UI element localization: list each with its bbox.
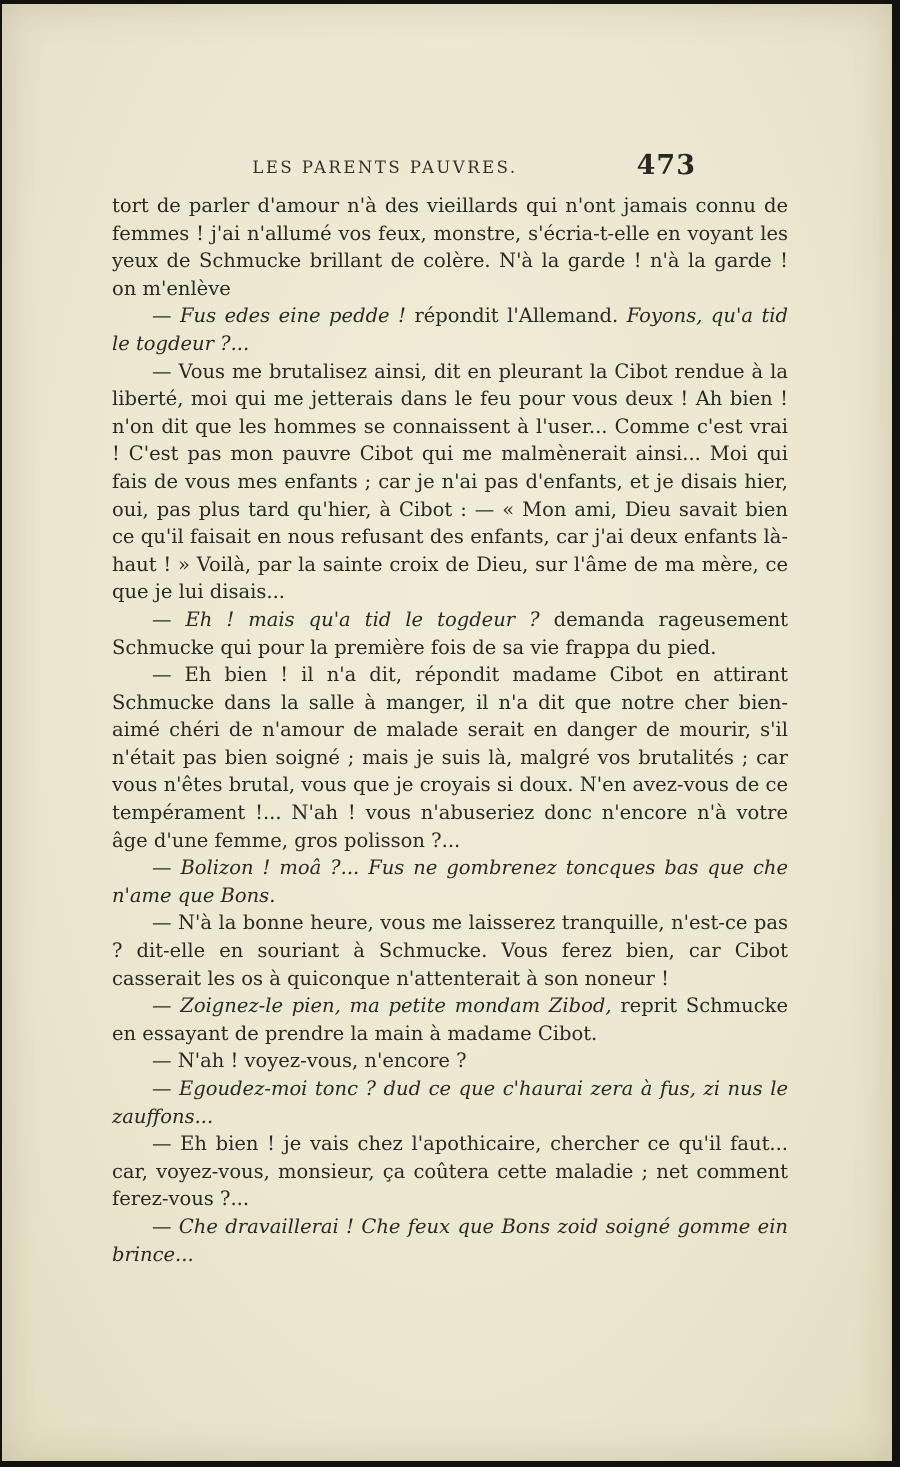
page-number: 473: [636, 150, 696, 181]
paragraph: [112, 606, 788, 661]
text-block: [112, 192, 788, 1268]
paragraph: [112, 192, 788, 302]
text-segment: —: [152, 994, 181, 1018]
paragraph: [112, 1213, 788, 1268]
text-segment: reprit Schmucke en essayant de prendre la main à madame Cibot.: [112, 994, 789, 1045]
running-head: [112, 150, 788, 184]
paragraph: [112, 358, 788, 606]
italic-segment: Bolizon ! moâ ?... Fus ne gombrenez toncques bas que che n'ame que Bons.: [112, 856, 788, 907]
paragraph: [112, 1075, 788, 1130]
italic-segment: Eh ! mais qu'a tid le togdeur ?: [185, 607, 540, 631]
text-segment: —: [152, 1214, 179, 1238]
italic-segment: Zoignez-le pien, ma petite mondam Zibod,: [180, 994, 612, 1018]
text-segment: — Eh bien ! je vais chez l'apothicaire, chercher ce qu'il faut... car, voyez-vous, monsieur, ça coûtera cette maladie ; net comment ferez-vous ?...: [112, 1132, 788, 1211]
italic-segment: Egoudez-moi tonc ? dud ce que c'haurai zera à fus, zi nus le zauffons...: [112, 1077, 788, 1128]
text-segment: — Eh bien ! il n'a dit, répondit madame Cibot en attirant Schmucke dans la salle à manger, il n'a dit que notre cher bien-aimé chéri de n'amour de malade serait en danger de mourir, s'il n'était pas bien soigné ; mais je suis là, malgré vos brutalités ; car vous n'êtes brutal, vous que je croyais si doux. N'en avez-vous de ce tempérament !... N'ah ! vous n'abuseriez donc n'encore n'à votre âge d'une femme, gros polisson ?...: [112, 663, 788, 852]
text-segment: —: [152, 607, 186, 631]
paragraph: [112, 1130, 788, 1213]
text-segment: — N'à la bonne heure, vous me laisserez tranquille, n'est-ce pas ? dit-elle en souriant à Schmucke. Vous ferez bien, car Cibot casserait les os à quiconque n'attenterait à son noneur !: [112, 911, 788, 990]
page-content: [2, 4, 892, 1268]
paragraph: [112, 992, 788, 1047]
italic-segment: Foyons, qu'a tid le togdeur ?...: [112, 304, 789, 355]
book-page: [2, 4, 892, 1461]
text-segment: répondit l'Allemand.: [405, 304, 627, 328]
running-head-title: LES PARENTS PAUVRES.: [252, 158, 518, 177]
italic-segment: Che dravaillerai ! Che feux que Bons zoid soigné gomme ein brince...: [112, 1214, 788, 1266]
paragraph: [112, 302, 788, 357]
paragraph: [112, 1047, 788, 1075]
text-segment: — Vous me brutalisez ainsi, dit en pleurant la Cibot rendue à la liberté, moi qui me jetterais dans le feu pour vous deux ! Ah bien ! n'on dit que les hommes se connaissent à l'user... Comme c'est vrai ! C'est pas mon pauvre Cibot qui me malmènerait ainsi... Moi qui fais de vous mes enfants ; car je n'ai pas d'enfants, et je disais hier, oui, pas plus tard qu'hier, à Cibot : — « Mon ami, Dieu savait bien ce qu'il faisait en nous refusant des enfants, car j'ai deux enfants là-haut ! » Voilà, par la sainte croix de Dieu, sur l'âme de ma mère, ce que je lui disais...: [112, 359, 788, 604]
paragraph: [112, 854, 788, 909]
text-segment: —: [152, 856, 181, 880]
paragraph: [112, 661, 788, 854]
text-segment: —: [152, 304, 181, 328]
text-segment: demanda rageusement Schmucke qui pour la première fois de sa vie frappa du pied.: [112, 607, 788, 659]
italic-segment: Fus edes eine pedde !: [180, 304, 406, 328]
text-segment: — N'ah ! voyez-vous, n'encore ?: [152, 1049, 467, 1073]
text-segment: tort de parler d'amour n'à des vieillards qui n'ont jamais connu de femmes ! j'ai n'allumé vos feux, monstre, s'écria-t-elle en voyant les yeux de Schmucke brillant de colère. N'à la garde ! n'à la garde ! on m'enlève: [112, 194, 788, 300]
text-segment: —: [152, 1077, 180, 1100]
paragraph: [112, 909, 788, 992]
